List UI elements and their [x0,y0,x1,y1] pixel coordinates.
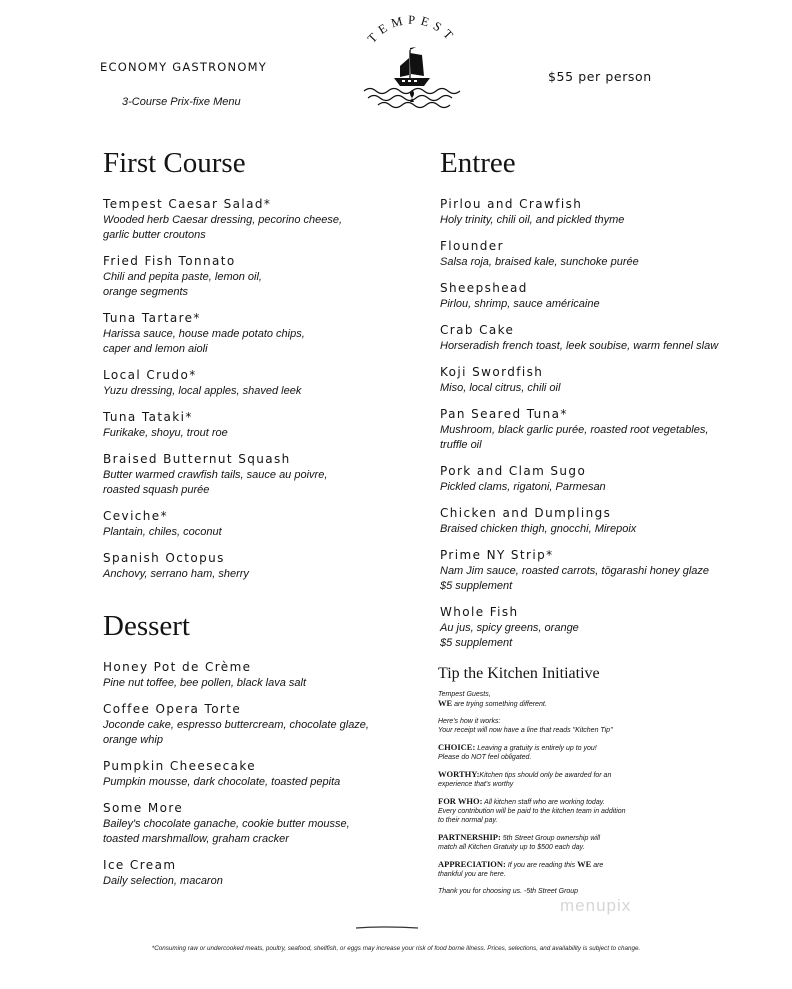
item-desc: Butter warmed crawfish tails, sauce au poivre, [103,469,328,481]
tip-we-label: WE [577,859,592,869]
tip-partnership-text: 5th Street Group ownership will [502,835,601,842]
tip-intro [438,690,698,709]
entree-list [440,197,770,651]
ship-icon [394,47,430,86]
tip-we-label: WE [438,698,453,708]
item-desc: Holy trinity, chili oil, and pickled thyme [440,214,625,226]
menu-type: 3-Course Prix-fixe Menu [122,96,241,108]
item-desc: orange segments [103,286,188,298]
tip-appreciation-line: thankful you are here. [438,871,506,878]
left-column [103,145,403,900]
item-desc: garlic butter croutons [103,229,206,241]
tip-forwho-line: to their normal pay. [438,817,498,824]
tip-forwho-label: FOR WHO: [438,796,483,806]
item-name: Pirlou and Crawfish [440,197,583,211]
menu-item [440,605,770,651]
tip-partnership-line: match all Kitchen Gratuity up to $500 each day. [438,844,585,851]
menu-item [103,452,403,498]
tip-how-line: Your receipt will now have a line that reads "Kitchen Tip" [438,727,613,734]
tip-forwho-line [438,797,698,807]
item-name: Tempest Caesar Salad* [103,197,272,211]
menu-item [103,254,403,300]
tip-forwho-line: Every contribution will be paid to the kitchen team in addition [438,808,626,815]
menu-item [440,323,770,354]
tip-partnership-label: PARTNERSHIP: [438,832,501,842]
menu-item [103,551,403,582]
item-name: Chicken and Dumplings [440,506,612,520]
item-supplement: $5 supplement [440,580,513,592]
tip-thanks: Thank you for choosing us. -5th Street Group [438,888,579,895]
tip-appreciation-text: are [593,862,604,869]
item-desc: Harissa sauce, house made potato chips, [103,328,305,340]
item-desc: Daily selection, macaron [103,875,223,887]
tip-choice-label: CHOICE: [438,742,476,752]
tip-intro-text: are trying something different. [454,701,547,708]
item-desc: Braised chicken thigh, gnocchi, Mirepoix [440,523,637,535]
menu-item [103,368,403,399]
menu-item [440,548,770,594]
menu-item [103,858,403,889]
item-name: Pork and Clam Sugo [440,464,587,478]
tip-intro-line [438,699,698,709]
item-desc: Joconde cake, espresso buttercream, chocolate glaze, [103,719,369,731]
item-name: Tuna Tataki* [103,410,193,424]
right-column [440,145,770,662]
tip-kitchen-initiative [438,664,698,896]
item-name: Pumpkin Cheesecake [103,759,257,773]
item-name: Local Crudo* [103,368,197,382]
concept-title: ECONOMY GASTRONOMY [100,60,267,74]
item-name: Honey Pot de Crème [103,660,252,674]
item-desc: Chili and pepita paste, lemon oil, [103,271,262,283]
item-desc: Salsa roja, braised kale, sunchoke purée [440,256,639,268]
item-name: Braised Butternut Squash [103,452,291,466]
dessert-title: Dessert [103,610,190,642]
menu-item [440,365,770,396]
item-name: Tuna Tartare* [103,311,201,325]
tip-how-line: Here's how it works: [438,718,501,725]
item-desc: Wooded herb Caesar dressing, pecorino cheese, [103,214,343,226]
menu-item [440,281,770,312]
item-desc: Miso, local citrus, chili oil [440,382,561,394]
menu-item [440,464,770,495]
menu-item [103,197,403,243]
item-desc: Pine nut toffee, bee pollen, black lava salt [103,677,307,689]
menu-item [440,197,770,228]
item-desc: Pickled clams, rigatoni, Parmesan [440,481,606,493]
tempest-logo [354,14,470,114]
tip-how [438,717,698,735]
menu-item [103,509,403,540]
item-desc: Horseradish french toast, leek soubise, warm fennel slaw [440,340,719,352]
divider-line [356,926,418,929]
item-desc: Plantain, chiles, coconut [103,526,222,538]
item-desc: Bailey's chocolate ganache, cookie butter mousse, [103,818,350,830]
tip-choice-line: Please do NOT feel obligated. [438,754,532,761]
tip-partnership-line [438,833,698,843]
tip-worthy-label: WORTHY: [438,769,480,779]
item-name: Ceviche* [103,509,168,523]
item-name: Coffee Opera Torte [103,702,242,716]
item-desc: Nam Jim sauce, roasted carrots, tōgarashi honey glaze [440,565,710,577]
tip-worthy-line [438,770,698,780]
menu-item [103,311,403,357]
item-name: Crab Cake [440,323,515,337]
item-name: Fried Fish Tonnato [103,254,236,268]
menu-item [103,660,403,691]
entree-title: Entree [440,147,516,179]
logo-wordmark: TEMPEST [364,14,460,46]
tip-choice [438,743,698,762]
item-name: Koji Swordfish [440,365,544,379]
item-supplement: $5 supplement [440,637,513,649]
tip-appreciation-line [438,860,698,870]
item-desc: roasted squash purée [103,484,210,496]
item-name: Sheepshead [440,281,528,295]
footnote: *Consuming raw or undercooked meats, poultry, seafood, shellfish, or eggs may increase your risk of food borne illness. Prices, selections, and availability is subject to change. [151,945,641,952]
item-name: Spanish Octopus [103,551,225,565]
item-name: Prime NY Strip* [440,548,554,562]
menu-item [103,801,403,847]
tip-worthy-text: Kitchen tips should only be awarded for an [479,772,612,779]
tip-appreciation-label: APPRECIATION: [438,859,506,869]
item-name: Pan Seared Tuna* [440,407,568,421]
tip-greeting: Tempest Guests, [438,691,491,698]
item-desc: Au jus, spicy greens, orange [440,622,579,634]
concept-name [100,60,267,74]
tip-choice-line [438,743,698,753]
tip-partnership [438,833,698,852]
menu-item [440,239,770,270]
menu-item [103,410,403,441]
item-name: Whole Fish [440,605,519,619]
item-desc: truffle oil [440,439,482,451]
item-desc: toasted marshmallow, graham cracker [103,833,289,845]
watermark: menupix [560,896,632,915]
item-desc: Furikake, shoyu, trout roe [103,427,228,439]
tip-appreciation [438,860,698,879]
tip-appreciation-text: If you are reading this [507,862,576,869]
item-desc: Yuzu dressing, local apples, shaved leek [103,385,302,397]
tip-title: Tip the Kitchen Initiative [438,665,600,682]
tip-forwho-text: All kitchen staff who are working today. [484,799,605,806]
menu-item [103,759,403,790]
item-name: Some More [103,801,184,815]
item-name: Flounder [440,239,504,253]
item-desc: Pirlou, shrimp, sauce américaine [440,298,600,310]
dessert-list [103,660,403,889]
item-desc: Mushroom, black garlic purée, roasted root vegetables, [440,424,709,436]
menu-item [440,506,770,537]
item-desc: Anchovy, serrano ham, sherry [103,568,249,580]
menu-item [440,407,770,453]
tip-forwho [438,797,698,825]
item-desc: orange whip [103,734,163,746]
tip-choice-text: Leaving a gratuity is entirely up to you! [477,745,597,752]
tip-worthy-line: experience that's worthy [438,781,514,788]
menu-item [103,702,403,748]
price-per-person: $55 per person [548,69,652,84]
first-course-title: First Course [103,147,246,179]
tip-worthy [438,770,698,789]
item-name: Ice Cream [103,858,177,872]
first-course-list [103,197,403,582]
item-desc: caper and lemon aioli [103,343,208,355]
item-desc: Pumpkin mousse, dark chocolate, toasted pepita [103,776,341,788]
